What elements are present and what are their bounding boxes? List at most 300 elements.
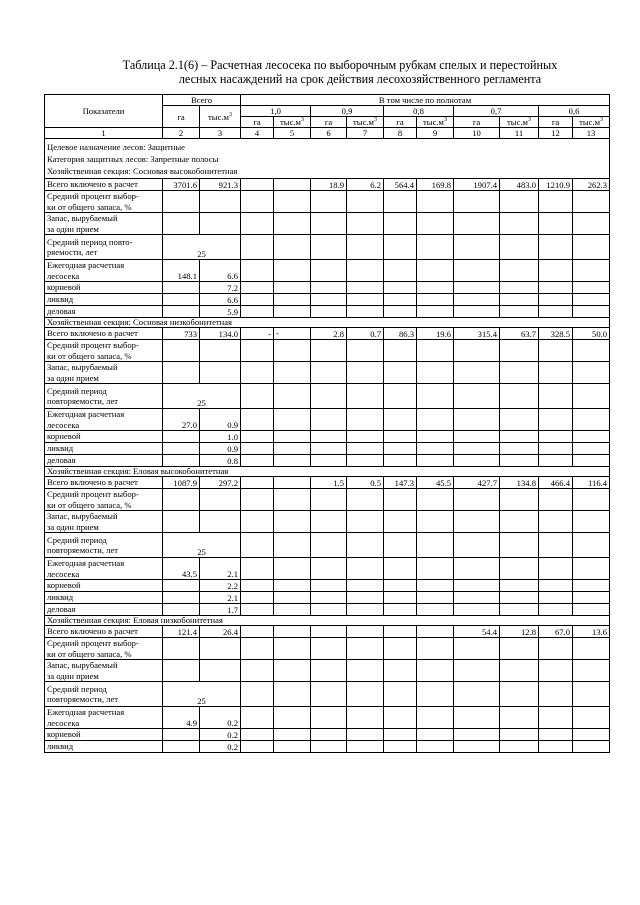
target-purpose-text: Целевое назначение лесов: Защитные xyxy=(47,142,185,152)
empty-cell xyxy=(163,489,200,511)
empty-cell xyxy=(539,592,573,604)
empty-cell xyxy=(163,431,200,443)
period-label xyxy=(45,235,163,260)
row-label-line: Всего включено в расчет xyxy=(47,179,138,190)
empty-cell xyxy=(311,431,347,443)
empty-cell xyxy=(417,409,454,431)
empty-cell xyxy=(274,340,311,362)
empty-cell xyxy=(417,455,454,467)
empty-cell xyxy=(454,409,500,431)
col-number: 4 xyxy=(241,128,274,139)
value-cell: 12.8 xyxy=(500,626,539,638)
empty-cell xyxy=(454,306,500,318)
title-line-2: лесных насаждений на срок действия лесохозяйственного регламента xyxy=(178,72,542,86)
root-row xyxy=(45,729,610,741)
value-cell: 921.3 xyxy=(200,179,241,191)
root-label xyxy=(45,431,163,443)
empty-cell xyxy=(500,729,539,741)
empty-cell xyxy=(417,306,454,318)
empty-cell xyxy=(241,592,274,604)
empty-cell xyxy=(454,580,500,592)
annual-row xyxy=(45,409,610,431)
empty-cell xyxy=(573,660,610,682)
empty-cell xyxy=(454,707,500,729)
empty-cell xyxy=(241,443,274,455)
empty-cell xyxy=(384,191,417,213)
row-label-line: Средний процент выбор- xyxy=(47,191,139,201)
empty-cell xyxy=(454,682,500,707)
empty-cell xyxy=(454,604,500,616)
empty-cell xyxy=(539,558,573,580)
liquid-row xyxy=(45,592,610,604)
stock-row xyxy=(45,362,610,384)
stock-label xyxy=(45,213,163,235)
avg-percent-row xyxy=(45,489,610,511)
section-header-row xyxy=(45,467,610,477)
empty-cell xyxy=(274,580,311,592)
empty-cell xyxy=(347,340,384,362)
annual-m3: 6.6 xyxy=(200,260,241,282)
row-label-line: Запас, вырубаемый xyxy=(47,660,118,670)
empty-cell xyxy=(163,580,200,592)
empty-cell xyxy=(384,741,417,753)
value-cell: 564.4 xyxy=(384,179,417,191)
value-cell xyxy=(241,626,274,638)
empty-cell xyxy=(500,306,539,318)
empty-cell xyxy=(347,638,384,660)
row-label-line: Средний период xyxy=(47,683,107,694)
total-label xyxy=(45,328,163,340)
value-cell: 6.2 xyxy=(347,179,384,191)
empty-cell xyxy=(573,455,610,467)
empty-cell xyxy=(539,729,573,741)
value-cell xyxy=(241,477,274,489)
empty-cell xyxy=(417,604,454,616)
row-label-line: лесосека xyxy=(47,568,80,579)
value-cell: 466.4 xyxy=(539,477,573,489)
annual-row xyxy=(45,558,610,580)
liquid-label xyxy=(45,741,163,753)
row-label-line: лесосека xyxy=(47,270,80,281)
empty-cell xyxy=(163,213,200,235)
empty-cell xyxy=(274,741,311,753)
empty-cell xyxy=(384,511,417,533)
avg-percent-row xyxy=(45,191,610,213)
empty-cell xyxy=(347,729,384,741)
empty-cell xyxy=(573,306,610,318)
row-label-line: повторяемости, лет xyxy=(47,396,119,406)
empty-cell xyxy=(573,213,610,235)
business-row xyxy=(45,455,610,467)
empty-cell xyxy=(539,511,573,533)
empty-cell xyxy=(347,306,384,318)
value-cell: 1087.9 xyxy=(163,477,200,489)
empty-cell xyxy=(200,511,241,533)
empty-cell xyxy=(163,191,200,213)
annual-ha: 148.1 xyxy=(163,260,200,282)
empty-cell xyxy=(384,558,417,580)
annual-label xyxy=(45,707,163,729)
empty-cell xyxy=(454,431,500,443)
row-label-line: деловая xyxy=(47,604,76,615)
empty-cell xyxy=(539,604,573,616)
empty-cell xyxy=(539,362,573,384)
value-cell: - xyxy=(274,328,311,340)
empty-cell xyxy=(311,306,347,318)
empty-cell xyxy=(163,592,200,604)
empty-cell xyxy=(347,511,384,533)
col-number: 11 xyxy=(500,128,539,139)
empty-cell xyxy=(573,191,610,213)
empty-cell xyxy=(539,306,573,318)
empty-cell xyxy=(417,282,454,294)
empty-cell xyxy=(311,558,347,580)
empty-cell xyxy=(384,306,417,318)
empty-cell xyxy=(454,384,500,409)
empty-cell xyxy=(311,592,347,604)
liquid-label xyxy=(45,592,163,604)
root-value: 2.2 xyxy=(200,580,241,592)
empty-cell xyxy=(539,409,573,431)
row-label-line: корневой xyxy=(47,282,81,293)
empty-cell xyxy=(500,294,539,306)
avg-percent-row xyxy=(45,638,610,660)
header-total-ha: га xyxy=(163,106,200,128)
header-ha: га xyxy=(384,117,417,128)
empty-cell xyxy=(384,443,417,455)
empty-cell xyxy=(311,282,347,294)
empty-cell xyxy=(274,592,311,604)
empty-cell xyxy=(241,362,274,384)
empty-cell xyxy=(454,191,500,213)
period-label xyxy=(45,682,163,707)
business-value: 1.7 xyxy=(200,604,241,616)
empty-cell xyxy=(163,282,200,294)
empty-cell xyxy=(241,409,274,431)
total-label xyxy=(45,626,163,638)
empty-cell xyxy=(241,294,274,306)
empty-cell xyxy=(454,489,500,511)
empty-cell xyxy=(274,294,311,306)
empty-cell xyxy=(500,235,539,260)
annual-row xyxy=(45,707,610,729)
section-name-text: Хозяйственная секция: Сосновая высокобонитетная xyxy=(47,166,238,176)
value-cell xyxy=(274,477,311,489)
row-label-line: за один прием xyxy=(47,670,99,681)
empty-cell xyxy=(500,558,539,580)
header-ha: га xyxy=(311,117,347,128)
row-label-line: за один прием xyxy=(47,223,99,234)
value-cell: 18.9 xyxy=(311,179,347,191)
value-cell: 50.0 xyxy=(573,328,610,340)
row-label-line: Запас, вырубаемый xyxy=(47,213,118,223)
empty-cell xyxy=(539,235,573,260)
col-number: 10 xyxy=(454,128,500,139)
empty-cell xyxy=(274,260,311,282)
empty-cell xyxy=(573,431,610,443)
empty-cell xyxy=(274,306,311,318)
header-ha: га xyxy=(539,117,573,128)
period-row xyxy=(45,384,610,409)
row-label-line: Всего включено в расчет xyxy=(47,477,138,488)
empty-cell xyxy=(200,191,241,213)
value-cell: 86.3 xyxy=(384,328,417,340)
empty-cell xyxy=(347,604,384,616)
empty-cell xyxy=(573,235,610,260)
empty-cell xyxy=(573,282,610,294)
empty-cell xyxy=(163,455,200,467)
empty-cell xyxy=(539,213,573,235)
empty-cell xyxy=(573,707,610,729)
empty-cell xyxy=(200,489,241,511)
col-number: 7 xyxy=(347,128,384,139)
empty-cell xyxy=(241,660,274,682)
root-value: 7.2 xyxy=(200,282,241,294)
value-cell: 2.8 xyxy=(311,328,347,340)
row-label-line: Ежегодная расчетная xyxy=(47,409,125,419)
header-m3: $тыс.м^3$ xyxy=(347,117,384,128)
empty-cell xyxy=(454,741,500,753)
empty-cell xyxy=(347,489,384,511)
empty-cell xyxy=(573,384,610,409)
empty-cell xyxy=(417,580,454,592)
empty-cell xyxy=(454,362,500,384)
empty-cell xyxy=(311,294,347,306)
empty-cell xyxy=(241,282,274,294)
empty-cell xyxy=(311,340,347,362)
empty-cell xyxy=(274,707,311,729)
value-cell: 1907.4 xyxy=(454,179,500,191)
empty-cell xyxy=(417,213,454,235)
empty-cell xyxy=(347,660,384,682)
empty-cell xyxy=(539,660,573,682)
value-cell: 54.4 xyxy=(454,626,500,638)
empty-cell xyxy=(274,604,311,616)
empty-cell xyxy=(417,533,454,558)
annual-label xyxy=(45,409,163,431)
empty-cell xyxy=(311,213,347,235)
empty-cell xyxy=(454,729,500,741)
empty-cell xyxy=(384,235,417,260)
avg-percent-label xyxy=(45,489,163,511)
col-number: 8 xyxy=(384,128,417,139)
value-cell xyxy=(241,179,274,191)
empty-cell xyxy=(573,260,610,282)
liquid-row xyxy=(45,443,610,455)
liquid-value: 2.1 xyxy=(200,592,241,604)
empty-cell xyxy=(454,638,500,660)
value-cell: 297.2 xyxy=(200,477,241,489)
period-value: 25 xyxy=(163,384,241,409)
col-number: 1 xyxy=(45,128,163,139)
empty-cell xyxy=(384,213,417,235)
empty-cell xyxy=(241,707,274,729)
col-number: 9 xyxy=(417,128,454,139)
row-label-line: ки от общего запаса, % xyxy=(47,648,132,659)
empty-cell xyxy=(347,741,384,753)
empty-cell xyxy=(539,340,573,362)
header-ha: га xyxy=(454,117,500,128)
root-row xyxy=(45,282,610,294)
row-label-line: Средний процент выбор- xyxy=(47,489,139,499)
empty-cell xyxy=(500,682,539,707)
empty-cell xyxy=(539,580,573,592)
avg-percent-label xyxy=(45,340,163,362)
col-number: 6 xyxy=(311,128,347,139)
liquid-value: 0.2 xyxy=(200,741,241,753)
header-m3: $тыс.м^3$ xyxy=(500,117,539,128)
column-numbers-row xyxy=(45,128,610,139)
total-label xyxy=(45,179,163,191)
empty-cell xyxy=(274,638,311,660)
root-label xyxy=(45,580,163,592)
empty-cell xyxy=(573,682,610,707)
value-cell: 1.5 xyxy=(311,477,347,489)
empty-cell xyxy=(500,707,539,729)
empty-cell xyxy=(417,443,454,455)
empty-cell xyxy=(311,741,347,753)
empty-cell xyxy=(384,592,417,604)
empty-cell xyxy=(241,604,274,616)
empty-cell xyxy=(573,729,610,741)
empty-cell xyxy=(384,707,417,729)
empty-cell xyxy=(417,384,454,409)
empty-cell xyxy=(274,558,311,580)
header-density: 0,9 xyxy=(311,106,384,117)
empty-cell xyxy=(454,340,500,362)
row-label-line: деловая xyxy=(47,306,76,317)
empty-cell xyxy=(241,260,274,282)
empty-cell xyxy=(417,729,454,741)
header-m3: $тыс.м^3$ xyxy=(417,117,454,128)
value-cell: 427.7 xyxy=(454,477,500,489)
empty-cell xyxy=(163,294,200,306)
empty-cell xyxy=(500,580,539,592)
empty-cell xyxy=(200,660,241,682)
liquid-value: 0.9 xyxy=(200,443,241,455)
annual-label xyxy=(45,260,163,282)
empty-cell xyxy=(573,580,610,592)
value-cell: 13.6 xyxy=(573,626,610,638)
empty-cell xyxy=(274,533,311,558)
header-density: 1,0 xyxy=(241,106,311,117)
empty-cell xyxy=(274,282,311,294)
header-m3: $тыс.м^3$ xyxy=(573,117,610,128)
empty-cell xyxy=(347,682,384,707)
empty-cell xyxy=(347,431,384,443)
empty-cell xyxy=(384,294,417,306)
empty-cell xyxy=(573,558,610,580)
empty-cell xyxy=(274,191,311,213)
root-value: 0.2 xyxy=(200,729,241,741)
empty-cell xyxy=(539,282,573,294)
empty-cell xyxy=(500,260,539,282)
empty-cell xyxy=(417,707,454,729)
row-label-line: за один прием xyxy=(47,521,99,532)
value-cell: 63.7 xyxy=(500,328,539,340)
empty-cell xyxy=(539,443,573,455)
liquid-label xyxy=(45,443,163,455)
empty-cell xyxy=(347,235,384,260)
col-number: 13 xyxy=(573,128,610,139)
empty-cell xyxy=(500,340,539,362)
empty-cell xyxy=(573,533,610,558)
annual-row xyxy=(45,260,610,282)
empty-cell xyxy=(573,604,610,616)
empty-cell xyxy=(274,455,311,467)
empty-cell xyxy=(539,384,573,409)
row-label-line: Ежегодная расчетная xyxy=(47,260,125,270)
empty-cell xyxy=(241,729,274,741)
empty-cell xyxy=(500,191,539,213)
value-cell: 315.4 xyxy=(454,328,500,340)
empty-cell xyxy=(241,455,274,467)
empty-cell xyxy=(274,213,311,235)
value-cell: 0.7 xyxy=(347,328,384,340)
value-cell: 121.4 xyxy=(163,626,200,638)
business-value: 5.9 xyxy=(200,306,241,318)
empty-cell xyxy=(454,235,500,260)
empty-cell xyxy=(311,455,347,467)
value-cell: 134.0 xyxy=(200,328,241,340)
empty-cell xyxy=(384,409,417,431)
empty-cell xyxy=(539,294,573,306)
row-label-line: ликвид xyxy=(47,443,74,454)
empty-cell xyxy=(573,511,610,533)
empty-cell xyxy=(500,455,539,467)
empty-cell xyxy=(417,431,454,443)
empty-cell xyxy=(417,294,454,306)
empty-cell xyxy=(500,604,539,616)
empty-cell xyxy=(417,741,454,753)
empty-cell xyxy=(241,533,274,558)
title-line-1: Таблица 2.1(6) – Расчетная лесосека по выборочным рубкам спелых и перестойных xyxy=(122,58,558,72)
empty-cell xyxy=(200,362,241,384)
row-label-line: Ежегодная расчетная xyxy=(47,558,125,568)
protect-category-text: Категория защитных лесов: Запретные полосы xyxy=(47,154,219,164)
empty-cell xyxy=(384,580,417,592)
period-row xyxy=(45,682,610,707)
empty-cell xyxy=(500,741,539,753)
empty-cell xyxy=(347,580,384,592)
empty-cell xyxy=(417,638,454,660)
empty-cell xyxy=(274,729,311,741)
empty-cell xyxy=(274,489,311,511)
empty-cell xyxy=(384,260,417,282)
value-cell xyxy=(347,626,384,638)
empty-cell xyxy=(163,638,200,660)
empty-cell xyxy=(454,558,500,580)
value-cell xyxy=(384,626,417,638)
cutting-area-table xyxy=(44,94,610,753)
empty-cell xyxy=(417,511,454,533)
empty-cell xyxy=(500,282,539,294)
header-total: Всего xyxy=(163,95,241,106)
empty-cell xyxy=(241,306,274,318)
period-value: 25 xyxy=(163,235,241,260)
section-name: Хозяйственная секция: Еловая низкобонитетная xyxy=(45,616,610,626)
row-label-line: повторяемости, лет xyxy=(47,545,119,555)
table-header xyxy=(45,95,610,139)
empty-cell xyxy=(311,660,347,682)
empty-cell xyxy=(200,340,241,362)
empty-cell xyxy=(347,294,384,306)
row-label-line: Ежегодная расчетная xyxy=(47,707,125,717)
value-cell xyxy=(311,626,347,638)
root-row xyxy=(45,431,610,443)
empty-cell xyxy=(384,660,417,682)
annual-ha: 27.0 xyxy=(163,409,200,431)
